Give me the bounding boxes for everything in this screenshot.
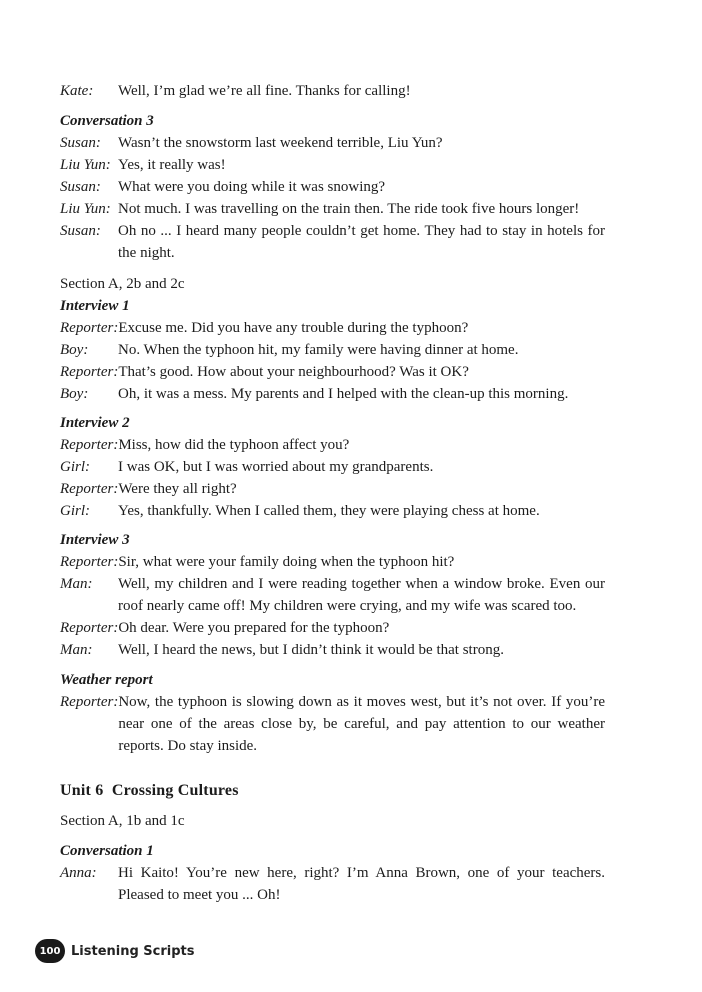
speaker-label: Girl: <box>60 503 90 519</box>
speaker-label: Man: <box>60 642 93 658</box>
script-line <box>60 361 605 383</box>
unit-6 <box>60 780 605 906</box>
page-number-badge: 100 <box>35 939 65 963</box>
line-text: Miss, how did the typhoon affect you? <box>118 437 350 453</box>
script-line <box>60 176 605 198</box>
script-line <box>60 132 605 154</box>
script-line <box>60 573 605 617</box>
script-line <box>60 434 605 456</box>
script-line <box>60 317 605 339</box>
line-text: Oh dear. Were you prepared for the typhoon? <box>118 620 390 636</box>
conversation-heading: Conversation 3 <box>60 113 154 129</box>
speaker-label: Girl: <box>60 459 90 475</box>
line-text: Yes, it really was! <box>118 157 226 173</box>
conversation-heading: Conversation 1 <box>60 843 154 859</box>
line-text: Hi Kaito! You’re new here, right? I’m Anna Brown, one of your teachers. Pleased to meet you ... Oh! <box>118 865 605 903</box>
script-line <box>60 500 605 522</box>
script-line <box>60 862 605 906</box>
script-line <box>60 154 605 176</box>
script-line <box>60 551 605 573</box>
line-text: Not much. I was travelling on the train then. The ride took five hours longer! <box>118 201 580 217</box>
section-label: Section A, 2b and 2c <box>60 276 185 292</box>
line-text: Oh no ... I heard many people couldn’t get home. They had to stay in hotels for the night. <box>118 223 605 261</box>
line-text: Now, the typhoon is slowing down as it moves west, but it’s not over. If you’re near one of the areas close by, be careful, and pay attention to our weather reports. Do stay inside. <box>118 694 605 754</box>
script-line <box>60 339 605 361</box>
speaker-label: Susan: <box>60 135 101 151</box>
interview-3 <box>60 529 605 661</box>
page-footer <box>35 939 195 963</box>
script-line <box>60 639 605 661</box>
speaker-label: Anna: <box>60 865 97 881</box>
footer-label: Listening Scripts <box>71 943 195 959</box>
speaker-label: Kate: <box>60 83 94 99</box>
script-line <box>60 456 605 478</box>
speaker-label: Reporter: <box>60 320 119 336</box>
speaker-label: Reporter: <box>60 437 119 453</box>
line-text: That’s good. How about your neighbourhood? Was it OK? <box>118 364 469 380</box>
line-text: Sir, what were your family doing when the typhoon hit? <box>118 554 455 570</box>
script-line <box>60 80 605 102</box>
interview-1 <box>60 273 605 405</box>
script-line <box>60 617 605 639</box>
script-line <box>60 198 605 220</box>
top-block <box>60 80 605 102</box>
conversation-3 <box>60 110 605 264</box>
line-text: Wasn’t the snowstorm last weekend terrible, Liu Yun? <box>118 135 443 151</box>
line-text: Oh, it was a mess. My parents and I helped with the clean-up this morning. <box>118 386 569 402</box>
speaker-label: Boy: <box>60 342 89 358</box>
script-line <box>60 383 605 405</box>
speaker-label: Boy: <box>60 386 89 402</box>
unit-title: Unit 6 Crossing Cultures <box>60 782 239 799</box>
script-line <box>60 478 605 500</box>
line-text: Well, I’m glad we’re all fine. Thanks for calling! <box>118 83 411 99</box>
speaker-label: Reporter: <box>60 364 119 380</box>
line-text: What were you doing while it was snowing? <box>118 179 386 195</box>
speaker-label: Reporter: <box>60 554 119 570</box>
weather-heading: Weather report <box>60 672 153 688</box>
line-text: Well, I heard the news, but I didn’t think it would be that strong. <box>118 642 504 658</box>
speaker-label: Man: <box>60 576 93 592</box>
section-label: Section A, 1b and 1c <box>60 813 185 829</box>
line-text: Excuse me. Did you have any trouble during the typhoon? <box>118 320 469 336</box>
script-line <box>60 220 605 264</box>
speaker-label: Liu Yun: <box>60 201 111 217</box>
script-line <box>60 691 605 757</box>
speaker-label: Liu Yun: <box>60 157 111 173</box>
speaker-label: Susan: <box>60 223 101 239</box>
line-text: Well, my children and I were reading together when a window broke. Even our roof nearly came off! My children were crying, and my wife was scared too. <box>118 576 605 614</box>
line-text: Were they all right? <box>118 481 237 497</box>
speaker-label: Reporter: <box>60 481 119 497</box>
line-text: No. When the typhoon hit, my family were having dinner at home. <box>118 342 519 358</box>
interview-heading: Interview 3 <box>60 532 130 548</box>
interview-2 <box>60 412 605 522</box>
speaker-label: Reporter: <box>60 694 119 710</box>
speaker-label: Susan: <box>60 179 101 195</box>
interview-heading: Interview 2 <box>60 415 130 431</box>
interview-heading: Interview 1 <box>60 298 130 314</box>
line-text: Yes, thankfully. When I called them, they were playing chess at home. <box>118 503 540 519</box>
weather-report <box>60 669 605 757</box>
speaker-label: Reporter: <box>60 620 119 636</box>
line-text: I was OK, but I was worried about my grandparents. <box>118 459 434 475</box>
